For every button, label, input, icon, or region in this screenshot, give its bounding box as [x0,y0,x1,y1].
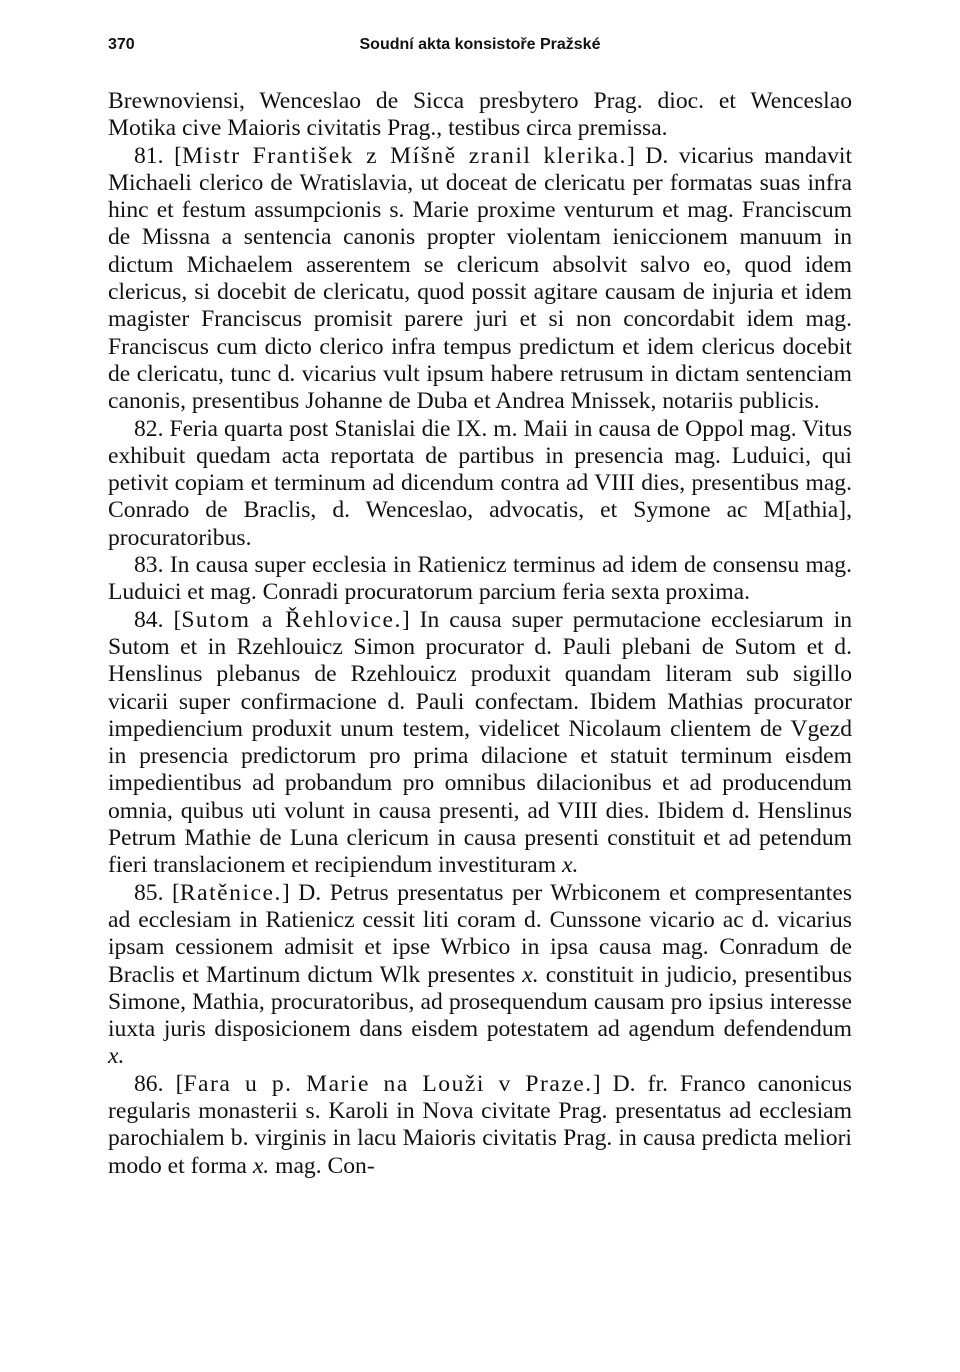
spaced-heading: Ratěnice. [179,879,282,906]
text-run: mag. Con- [269,1152,375,1179]
page-number: 370 [108,36,135,53]
spaced-heading: Mistr František z Míšně zranil klerika. [181,142,627,169]
etc-mark: x. [562,852,579,879]
text-run: Brewnoviensi, Wenceslao de Sicca presbytero Prag. dioc. et Wenceslao Motika cive Maioris civitatis Prag., testibus circa premissa. [108,88,852,142]
spaced-heading: Fara u p. Marie na Louži v Praze. [183,1070,593,1097]
paragraph-continuation [108,88,852,143]
text-run: 86. [ [134,1070,184,1097]
text-run: 85. [ [134,879,180,906]
paragraph-82 [108,416,852,552]
text-run: ] D. fr. Franco canonicus regularis monasterii s. Karoli in Nova civitate Prag. presentatus ad ecclesiam parochialem b. virginis in lacu Maioris civitatis Prag. in causa predicta meliori modo et forma [108,1070,852,1179]
running-header [108,36,852,62]
text-run: ] D. vicarius mandavit Michaeli clerico de Wratislavia, ut doceat de clericatu per formatas suas infra hinc et festum assumpcionis s. Marie proxime venturum et mag. Franciscum de Missna a sentencia canonis propter violentam ieniccionem manuum in dictum Michaelem asserentem se clericum absolvit salvo eo, quod idem clericus, si docebit de clericatu, quod possit agitare causam de injuria et idem magister Franciscus promisit parere juri et si non concordabit idem mag. Franciscus cum dicto clerico infra tempus predictum et idem clericus docebit de clericatu, tunc d. vicarius vult ipsum habere retrusum in dictam sentenciam canonis, presentibus Johanne de Duba et Andrea Mnissek, notariis publicis. [108,142,852,415]
etc-mark: x. [522,961,539,988]
paragraph-84 [108,607,852,880]
text-run: constituit in judicio, presentibus Simone, Mathia, procuratoribus, ad prosequendum causam pro ipsius interesse iuxta juris disposicionem dans eisdem potestatem ad agendum defendendum [108,961,853,1043]
spaced-heading: Sutom a Řehlovice. [181,606,402,633]
text-run: ] D. Petrus presentatus per Wrbiconem et compresentantes ad ecclesiam in Ratienicz cessit liti coram d. Cunssone vicario ac d. vicarius ipsam cessionem admisit et ipse Wrbico in ipsa causa mag. Conradum de Braclis et Martinum dictum Wlk presentes [108,879,852,988]
paragraph-83 [108,552,852,607]
body-text [108,88,852,1180]
etc-mark: x. [252,1152,270,1179]
paragraph-86 [108,1071,852,1180]
text-run: 81. [ [134,142,182,169]
text-run: 84. [ [134,606,182,633]
text-run: 83. In causa super ecclesia in Ratienicz terminus ad idem de consensu mag. Luduici et mag. Conradi procuratorum parcium feria sexta proxima. [108,552,852,606]
text-run: ] In causa super permutacione ecclesiarum in Sutom et in Rzehlouicz Simon procurator d. Pauli plebani de Sutom et d. Henslinus plebanus de Rzehlouicz produxit quandam literam sub sigillo vicarii super confirmacione d. Pauli confectam. Ibidem Mathias procurator impediencium produxit unum testem, videlicet Nicolaum clientem de Vgezd in presencia predictorum pro prima dilacione et statuit terminum eisdem impedientibus ad probandum pro omnibus dilacionibus et ad producendum omnia, quibus uti volunt in causa presenti, ad VIII dies. Ibidem d. Henslinus Petrum Mathie de Luna clericum in causa presenti constituit et ad petendum fieri translacionem et recipiendum investituram [108,606,853,879]
paragraph-81 [108,143,852,416]
running-title: Soudní akta konsistoře Pražské [359,36,601,53]
text-run: 82. Feria quarta post Stanislai die IX. m. Maii in causa de Oppol mag. Vitus exhibuit quedam acta reportata de partibus in presencia mag. Luduici, qui petivit copiam et terminum ad dicendum contra ad VIII dies, presentibus mag. Conrado de Braclis, d. Wenceslao, advocatis, et Symone ac M[athia], procuratoribus. [108,415,852,551]
paragraph-85 [108,880,852,1071]
etc-mark: x. [108,1043,125,1070]
